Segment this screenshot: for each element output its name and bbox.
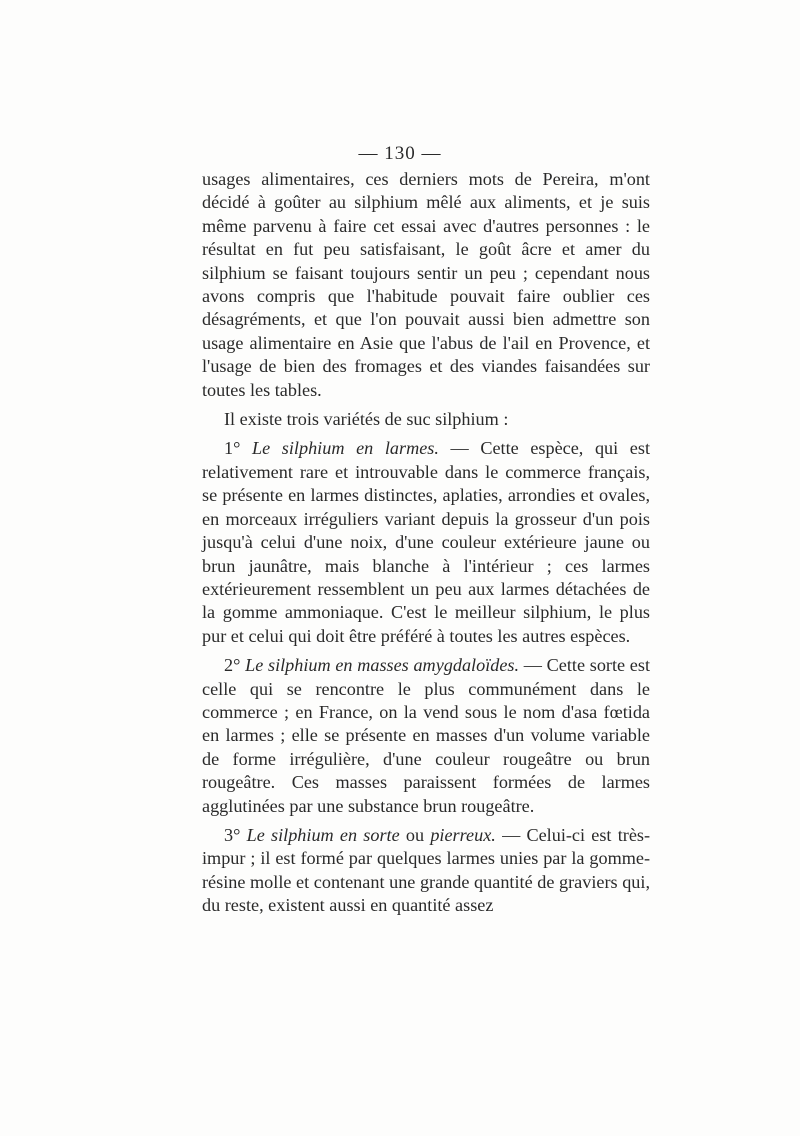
variety-description: — Celui-ci est très-impur ; il est formé par quelques larmes unies par la gomme-résine molle et contenant une grande quantité de graviers qui, du reste, existent aussi en quantité assez [202, 824, 651, 916]
paragraph-variety-3 [202, 824, 650, 918]
paragraph-varieties-intro: Il existe trois variétés de suc silphium : [224, 409, 509, 430]
variety-title: Le silphium en masses amygdaloïdes. [245, 655, 520, 676]
variety-title-alt: pierreux. [430, 824, 496, 845]
variety-number: 3° [224, 824, 241, 845]
page-body [202, 168, 650, 918]
variety-title: Le silphium en larmes. [252, 438, 439, 459]
page-number: — 130 — [358, 143, 442, 164]
variety-description: — Cette espèce, qui est relativement rare et introuvable dans le commerce français, se présente en larmes distinctes, aplaties, arrondies et ovales, en morceaux irréguliers variant depuis la grosseur d'un pois jusqu'à celui d'une noix, d'une couleur extérieure jaune ou brun jaunâtre, mais blanche à l'intérieur ; ces larmes extérieurement ressemblent un peu aux larmes détachées de la gomme ammoniaque. C'est le meilleur silphium, le plus pur et celui qui doit être préféré à toutes les autres espèces. [202, 438, 651, 646]
paragraph-continuation: usages alimentaires, ces derniers mots de Pereira, m'ont décidé à goûter au silphium mêlé aux aliments, et je suis même parvenu à faire cet essai avec d'autres personnes : le résultat en fut peu satisfaisant, le goût âcre et amer du silphium se faisant toujours sentir un peu ; cependant nous avons compris que l'habitude pouvait faire oublier ces désagréments, et que l'on pouvait aussi bien admettre son usage alimentaire en Asie que l'abus de l'ail en Provence, et l'usage de bien des fromages et des viandes faisandées sur toutes les tables. [202, 169, 650, 400]
variety-number: 2° [224, 655, 241, 676]
variety-number: 1° [224, 438, 241, 459]
variety-description: — Cette sorte est celle qui se rencontre le plus communément dans le commerce ; en France, on la vend sous le nom d'asa fœtida en larmes ; elle se présente en masses d'un volume variable de forme irrégulière, d'une couleur rougeâtre ou brun rougeâtre. Ces masses paraissent formées de larmes agglutinées par une substance brun rougeâtre. [202, 655, 651, 816]
paragraph-variety-1 [202, 437, 650, 648]
paragraph-variety-2 [202, 654, 650, 818]
variety-title-connector: ou [405, 824, 425, 845]
variety-title: Le silphium en sorte [246, 824, 400, 845]
